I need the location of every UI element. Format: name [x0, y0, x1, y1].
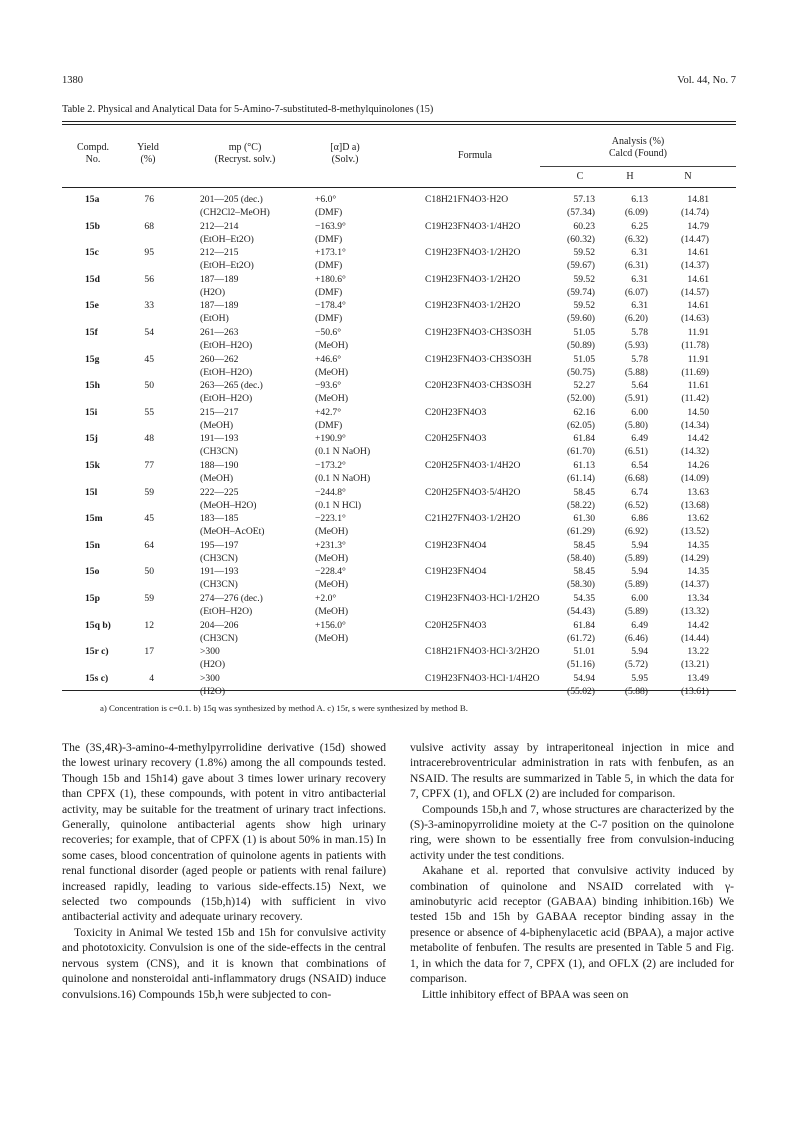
- cell-mp: >300 (H2O): [200, 672, 226, 697]
- cell-c: 58.45 (58.22): [567, 486, 595, 511]
- cell-compd: 15c: [85, 247, 99, 259]
- cell-rotation: −244.8° (0.1 N HCl): [315, 486, 362, 511]
- cell-rotation: +46.6° (MeOH): [315, 353, 349, 378]
- cell-formula: C19H23FN4O3·1/4H2O: [425, 220, 521, 232]
- paragraph: Compounds 15b,h and 7, whose structures are characterized by the (S)-3-aminopyrrolidine moiety at the C-7 position on the quinolone ring, were shown to be essentially free from convulsion-inducing activity under the test conditions.: [410, 802, 734, 862]
- cell-mp: 195—197 (CH3CN): [200, 539, 239, 564]
- cell-mp: 188—190 (MeOH): [200, 460, 239, 484]
- cell-h: 5.64 (5.91): [624, 380, 648, 405]
- cell-yield: 50: [144, 566, 154, 578]
- cell-yield: 76: [144, 194, 154, 205]
- table-header-rule: [62, 187, 736, 188]
- cell-compd: 15f: [85, 327, 98, 338]
- cell-c: 61.84 (61.70): [567, 433, 595, 458]
- cell-h: 5.78 (5.93): [624, 327, 648, 351]
- cell-rotation: −223.1° (MeOH): [315, 513, 349, 538]
- table-top-rule: [62, 121, 736, 122]
- table-caption: Table 2. Physical and Analytical Data for 5-Amino-7-substituted-8-methylquinolones (15): [62, 104, 434, 115]
- cell-h: 5.94 (5.89): [624, 539, 648, 564]
- cell-c: 51.01 (51.16): [567, 646, 595, 671]
- cell-rotation: −178.4° (DMF): [315, 300, 346, 325]
- cell-rotation: +180.6° (DMF): [315, 273, 346, 298]
- cell-h: 6.86 (6.92): [624, 513, 648, 538]
- cell-yield: 48: [144, 433, 154, 445]
- cell-yield: 50: [144, 380, 154, 392]
- cell-n: 14.42 (14.44): [681, 619, 709, 644]
- cell-compd: 15j: [85, 433, 98, 445]
- cell-n: 14.61 (14.63): [681, 300, 709, 325]
- paragraph: The (3S,4R)-3-amino-4-methylpyrrolidine derivative (15d) showed the lowest urinary recovery (1.8%) among the all compounds tested. Though 15b and 15h14) gave about 3 times lower urinary recovery than CPFX (1), these compounds, with potent in vitro antibacterial activity, may be suitable for the treatment of urinary tract infections. Generally, quinolone antibacterial agents show high urinary recoveries; for example, that of CPFX (1) is about 50% in man.15) In some cases, blood concentration of quinolone agents in patients with renal functional disorder (aged people or patients with renal failure) increased rapidly, leading to various side-effects.15) Next, we selected two compounds (15b,h)14) with sufficient in vivo antibacterial activity and adequate urinary recovery.: [62, 741, 386, 924]
- cell-formula: C20H25FN4O3: [425, 433, 487, 445]
- cell-formula: C20H25FN4O3·5/4H2O: [425, 486, 521, 498]
- cell-mp: 183—185 (MeOH–AcOEt): [200, 513, 265, 538]
- cell-rotation: +6.0° (DMF): [315, 194, 343, 218]
- paragraph: Toxicity in Animal We tested 15b and 15h for convulsive activity and phototoxicity. Convulsion is one of the side-effects in the central nervous system (CNS), and it is known that combinations of quinolone and nonsteroidal anti-inflammatory drugs (NSAID) induce convulsions.16) Compounds 15b,h were subjected to con-: [62, 925, 386, 1001]
- cell-yield: 54: [144, 327, 154, 338]
- cell-mp: 191—193 (CH3CN): [200, 566, 239, 591]
- cell-yield: 95: [144, 247, 154, 259]
- cell-compd: 15d: [85, 273, 100, 285]
- header-yield: Yield (%): [137, 142, 159, 165]
- header-h: H: [626, 171, 634, 182]
- cell-c: 61.13 (61.14): [567, 460, 595, 484]
- cell-yield: 17: [144, 646, 154, 658]
- cell-compd: 15e: [85, 300, 99, 312]
- cell-h: 5.95 (5.88): [624, 672, 648, 697]
- cell-h: 6.49 (6.51): [624, 433, 648, 458]
- header-n: N: [684, 171, 692, 182]
- cell-n: 13.63 (13.68): [681, 486, 709, 511]
- cell-compd: 15s c): [85, 672, 109, 684]
- cell-mp: 212—214 (EtOH–Et2O): [200, 220, 254, 245]
- cell-h: 6.31 (6.31): [624, 247, 648, 272]
- cell-rotation: −173.2° (0.1 N NaOH): [315, 460, 371, 484]
- right-column: [410, 740, 734, 1002]
- cell-compd: 15p: [85, 593, 100, 604]
- cell-n: 11.91 (11.69): [681, 353, 709, 378]
- cell-h: 6.00 (5.80): [624, 406, 648, 431]
- cell-c: 51.05 (50.75): [567, 353, 595, 378]
- cell-rotation: +42.7° (DMF): [315, 406, 343, 431]
- cell-compd: 15o: [85, 566, 100, 578]
- cell-yield: 4: [149, 672, 154, 684]
- cell-rotation: +231.3° (MeOH): [315, 539, 349, 564]
- table-footnote: a) Concentration is c=0.1. b) 15q was synthesized by method A. c) 15r, s were synthesized by method B.: [100, 703, 468, 713]
- cell-n: 14.50 (14.34): [681, 406, 709, 431]
- cell-mp: 201—205 (dec.) (CH2Cl2–MeOH): [200, 194, 270, 218]
- cell-yield: 45: [144, 353, 154, 365]
- cell-rotation: +156.0° (MeOH): [315, 619, 349, 644]
- cell-mp: 260—262 (EtOH–H2O): [200, 353, 253, 378]
- cell-c: 61.30 (61.29): [567, 513, 595, 538]
- cell-c: 51.05 (50.89): [567, 327, 595, 351]
- header-analysis: Analysis (%) Calcd (Found): [608, 136, 668, 159]
- page-header: [62, 75, 736, 91]
- cell-rotation: +173.1° (DMF): [315, 247, 346, 272]
- cell-mp: 204—206 (CH3CN): [200, 619, 239, 644]
- cell-h: 6.00 (5.89): [624, 593, 648, 617]
- cell-rotation: −93.6° (MeOH): [315, 380, 349, 405]
- table-bottom-rule: [62, 690, 736, 691]
- cell-h: 6.25 (6.32): [624, 220, 648, 245]
- cell-n: 14.35 (14.37): [681, 566, 709, 591]
- cell-yield: 45: [144, 513, 154, 525]
- cell-yield: 64: [144, 539, 154, 551]
- cell-compd: 15k: [85, 460, 100, 471]
- cell-h: 6.31 (6.07): [624, 273, 648, 298]
- cell-compd: 15m: [85, 513, 103, 525]
- paragraph: Akahane et al. reported that convulsive activity induced by combination of quinolone and NSAID correlated with γ-aminobutyric acid receptor (GABAA) binding inhibition.16b) We tested 15b and 15h by GABAA receptor binding assay in the presence or absence of 4-biphenylacetic acid (BPAA), a major active metabolite of fenbufen. The results are presented in Table 5 and Fig. 1, in which the data for 7, CPFX (1), and OFLX (2) are included for comparison.: [410, 864, 734, 986]
- cell-h: 6.31 (6.20): [624, 300, 648, 325]
- cell-n: 13.22 (13.21): [681, 646, 709, 671]
- cell-yield: 77: [144, 460, 154, 471]
- cell-compd: 15h: [85, 380, 100, 392]
- cell-mp: 222—225 (MeOH–H2O): [200, 486, 257, 511]
- cell-mp: 187—189 (EtOH): [200, 300, 239, 325]
- cell-h: 6.13 (6.09): [624, 194, 648, 218]
- cell-compd: 15l: [85, 486, 98, 498]
- cell-n: 11.61 (11.42): [681, 380, 709, 405]
- cell-compd: 15g: [85, 353, 100, 365]
- cell-h: 6.74 (6.52): [624, 486, 648, 511]
- cell-h: 6.49 (6.46): [624, 619, 648, 644]
- cell-c: 59.52 (59.67): [567, 247, 595, 272]
- cell-formula: C20H25FN4O3·1/4H2O: [425, 460, 521, 471]
- cell-compd: 15a: [85, 194, 100, 205]
- cell-yield: 12: [144, 619, 154, 631]
- cell-formula: C18H21FN4O3·H2O: [425, 194, 509, 205]
- cell-n: 13.62 (13.52): [681, 513, 709, 538]
- cell-rotation: −50.6° (MeOH): [315, 327, 349, 351]
- cell-h: 5.78 (5.88): [624, 353, 648, 378]
- cell-c: 59.52 (59.60): [567, 300, 595, 325]
- cell-mp: 215—217 (MeOH): [200, 406, 239, 431]
- cell-formula: C18H21FN4O3·HCl·3/2H2O: [425, 646, 540, 658]
- cell-compd: 15i: [85, 406, 98, 418]
- header-compd: Compd. No.: [77, 142, 109, 165]
- analysis-sub-rule: [540, 166, 736, 167]
- journal-volume: Vol. 44, No. 7: [677, 75, 736, 86]
- cell-yield: 59: [144, 486, 154, 498]
- cell-rotation: +190.9° (0.1 N NaOH): [315, 433, 371, 458]
- cell-formula: C19H23FN4O3·CH3SO3H: [425, 353, 532, 365]
- left-column: [62, 740, 386, 1002]
- cell-yield: 59: [144, 593, 154, 604]
- cell-c: 58.45 (58.40): [567, 539, 595, 564]
- cell-n: 13.49 (13.61): [681, 672, 709, 697]
- cell-n: 14.61 (14.57): [681, 273, 709, 298]
- cell-mp: 191—193 (CH3CN): [200, 433, 239, 458]
- cell-n: 14.35 (14.29): [681, 539, 709, 564]
- cell-c: 61.84 (61.72): [567, 619, 595, 644]
- cell-n: 14.26 (14.09): [681, 460, 709, 484]
- header-mp: mp (°C) (Recryst. solv.): [214, 142, 276, 165]
- cell-yield: 33: [144, 300, 154, 312]
- cell-mp: 261—263 (EtOH–H2O): [200, 327, 253, 351]
- cell-formula: C21H27FN4O3·1/2H2O: [425, 513, 521, 525]
- cell-n: 14.61 (14.37): [681, 247, 709, 272]
- cell-c: 59.52 (59.74): [567, 273, 595, 298]
- cell-rotation: −163.9° (DMF): [315, 220, 346, 245]
- cell-h: 5.94 (5.72): [624, 646, 648, 671]
- paragraph: vulsive activity assay by intraperitoneal injection in mice and intracerebroventricular administration in rats with fenbufen, as an NSAID. The results are summarized in Table 5, in which the data for 7, CPFX (1), and OFLX (2) are included for comparison.: [410, 741, 734, 801]
- cell-compd: 15r c): [85, 646, 109, 658]
- cell-n: 14.79 (14.47): [681, 220, 709, 245]
- header-rotation: [α]D a) (Solv.): [330, 142, 360, 165]
- cell-formula: C19H23FN4O3·CH3SO3H: [425, 327, 532, 338]
- cell-yield: 56: [144, 273, 154, 285]
- cell-rotation: +2.0° (MeOH): [315, 593, 349, 617]
- cell-mp: 187—189 (H2O): [200, 273, 239, 298]
- cell-compd: 15n: [85, 539, 100, 551]
- cell-yield: 55: [144, 406, 154, 418]
- cell-formula: C20H25FN4O3: [425, 619, 487, 631]
- table-top-rule-2: [62, 124, 736, 125]
- cell-c: 62.16 (62.05): [567, 406, 595, 431]
- cell-formula: C20H23FN4O3: [425, 406, 487, 418]
- header-c: C: [576, 171, 584, 182]
- cell-rotation: −228.4° (MeOH): [315, 566, 349, 591]
- cell-c: 54.94 (55.02): [567, 672, 595, 697]
- cell-h: 5.94 (5.89): [624, 566, 648, 591]
- cell-mp: >300 (H2O): [200, 646, 226, 671]
- cell-yield: 68: [144, 220, 154, 232]
- cell-compd: 15b: [85, 220, 100, 232]
- cell-mp: 212—215 (EtOH–Et2O): [200, 247, 254, 272]
- cell-c: 58.45 (58.30): [567, 566, 595, 591]
- cell-formula: C19H23FN4O3·1/2H2O: [425, 273, 521, 285]
- cell-c: 54.35 (54.43): [567, 593, 595, 617]
- cell-formula: C20H23FN4O3·CH3SO3H: [425, 380, 532, 392]
- cell-formula: C19H23FN4O4: [425, 539, 487, 551]
- cell-n: 13.34 (13.32): [681, 593, 709, 617]
- header-formula: Formula: [458, 150, 492, 161]
- cell-formula: C19H23FN4O3·1/2H2O: [425, 247, 521, 259]
- page-number: 1380: [62, 75, 83, 86]
- cell-mp: 263—265 (dec.) (EtOH–H2O): [200, 380, 263, 405]
- cell-h: 6.54 (6.68): [624, 460, 648, 484]
- cell-c: 57.13 (57.34): [567, 194, 595, 218]
- cell-formula: C19H23FN4O4: [425, 566, 487, 578]
- cell-n: 14.81 (14.74): [681, 194, 709, 218]
- cell-c: 52.27 (52.00): [567, 380, 595, 405]
- cell-formula: C19H23FN4O3·HCl·1/4H2O: [425, 672, 540, 684]
- cell-formula: C19H23FN4O3·1/2H2O: [425, 300, 521, 312]
- cell-formula: C19H23FN4O3·HCl·1/2H2O: [425, 593, 540, 604]
- cell-c: 60.23 (60.32): [567, 220, 595, 245]
- cell-compd: 15q b): [85, 619, 111, 631]
- cell-n: 11.91 (11.78): [681, 327, 709, 351]
- cell-n: 14.42 (14.32): [681, 433, 709, 458]
- cell-mp: 274—276 (dec.) (EtOH–H2O): [200, 593, 263, 617]
- paragraph: Little inhibitory effect of BPAA was seen on: [422, 987, 629, 1001]
